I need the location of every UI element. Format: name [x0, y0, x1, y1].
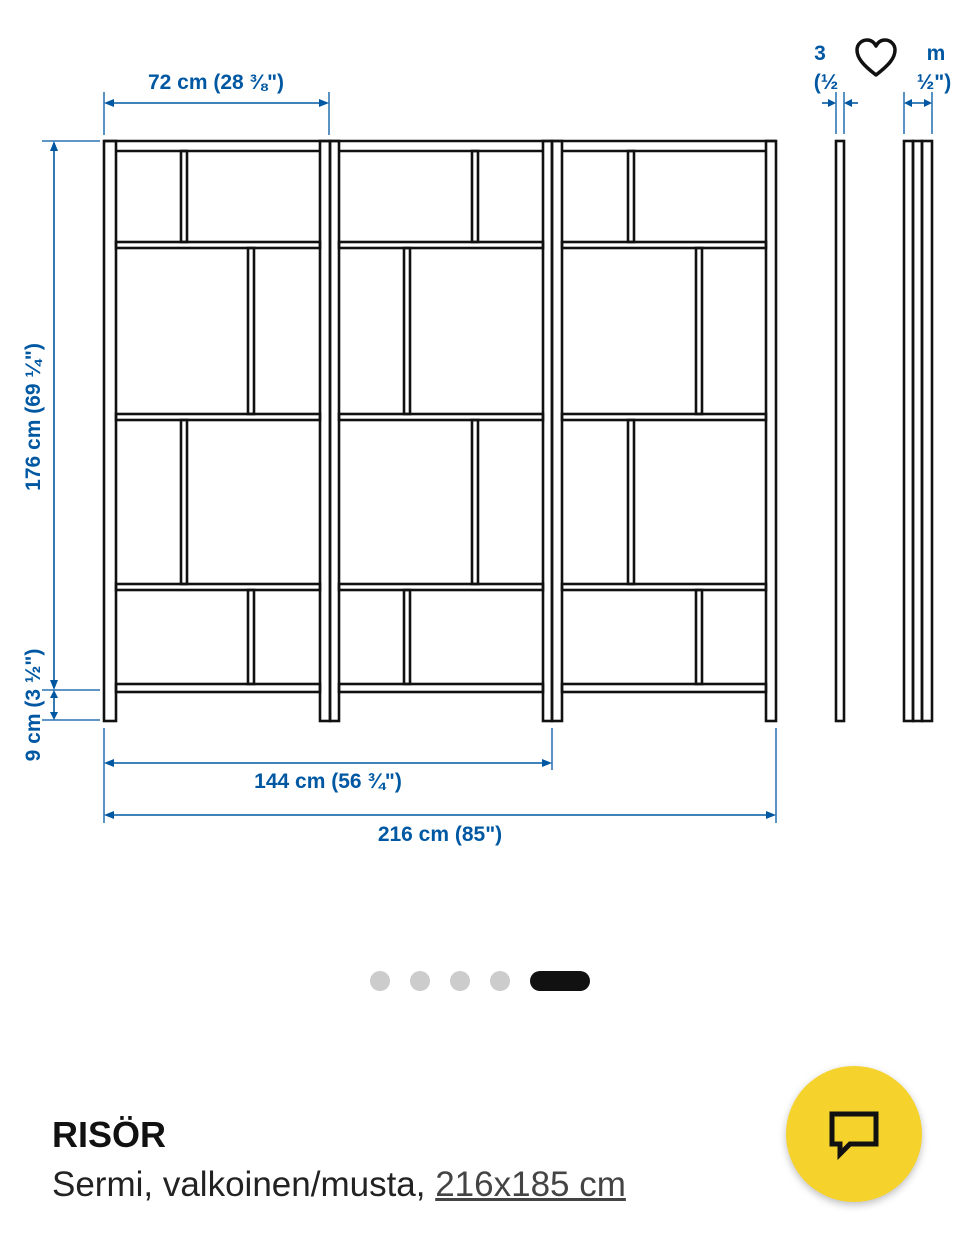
carousel-dot[interactable] [450, 971, 470, 991]
dimension-label-foot-height: 9 cm (3 ½") [22, 648, 45, 762]
carousel-dot[interactable] [370, 971, 390, 991]
dimension-label-folded-unit: m [926, 42, 946, 65]
product-description-text: Sermi, valkoinen/musta, [52, 1165, 436, 1204]
favorite-button[interactable] [848, 30, 904, 86]
dimension-folded-depth [904, 42, 951, 134]
side-view-folded [904, 141, 932, 721]
dimension-label-two-panel-width: 144 cm (56 ¾") [254, 770, 402, 793]
dimension-total-width [104, 728, 776, 846]
carousel-dot[interactable] [490, 971, 510, 991]
carousel-dot-active[interactable] [530, 971, 590, 991]
screen-frame-drawing [104, 141, 776, 721]
dimension-label-side-depth-num: 3 [814, 42, 826, 65]
dimension-two-panel-width [104, 728, 552, 823]
product-description [52, 1165, 626, 1205]
dimension-label-height: 176 cm (69 ¼") [22, 343, 45, 491]
dimension-height [22, 141, 100, 690]
dimension-foot-height [22, 649, 100, 762]
side-view-single [836, 141, 844, 721]
heart-icon [853, 37, 899, 79]
product-size-link[interactable]: 216x185 cm [435, 1165, 626, 1204]
dimension-label-folded-frac: ½") [916, 71, 952, 94]
dimension-label-total-width: 216 cm (85") [377, 823, 503, 846]
dimension-label-side-depth-unit: (½ [813, 71, 839, 94]
product-name: RISÖR [52, 1114, 167, 1155]
chat-bubble-icon [826, 1108, 882, 1160]
chat-button[interactable] [786, 1066, 922, 1202]
dimension-panel-width [104, 71, 329, 135]
carousel-indicator [0, 970, 960, 992]
carousel-dot[interactable] [410, 971, 430, 991]
dimension-label-panel-width: 72 cm (28 ⅜") [147, 71, 285, 94]
